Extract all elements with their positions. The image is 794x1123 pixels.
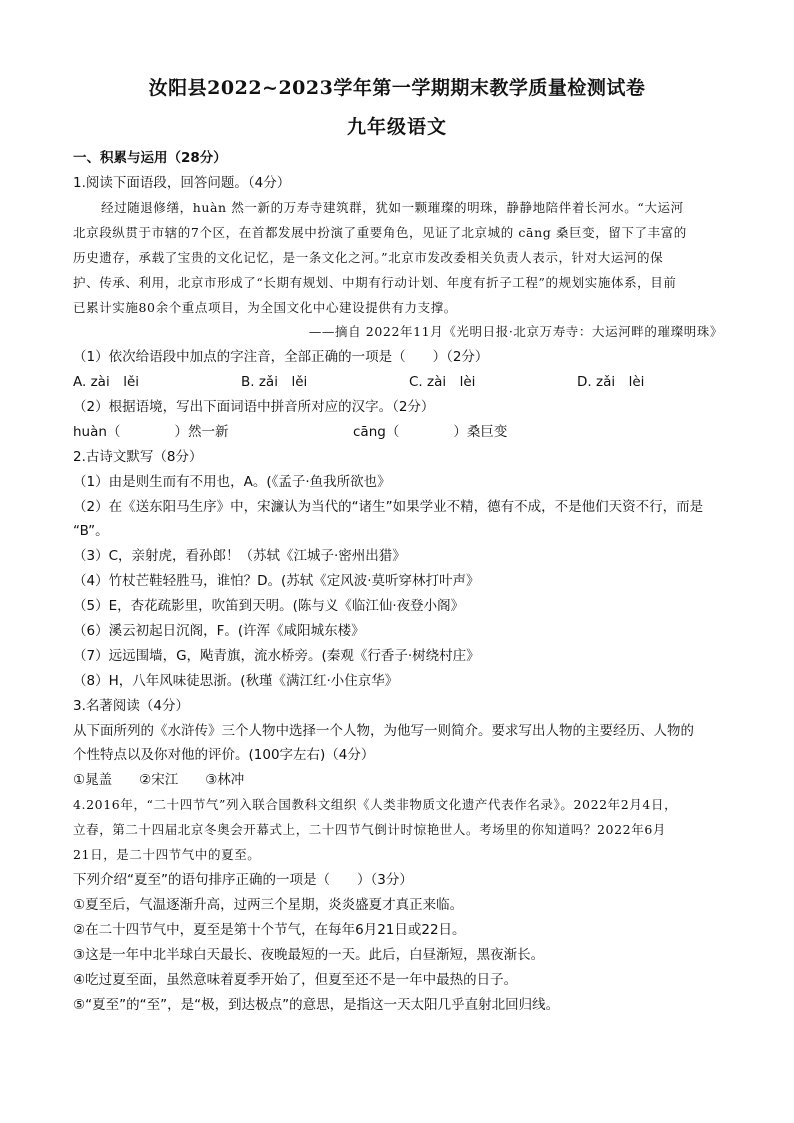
q2-item: “B”。 [73, 523, 109, 539]
q2-item: （8）H，八年风味徒思浙。(秋瑾《满江红·小住京华》 [73, 673, 399, 689]
blank-cang: cāng（ ）桑巨变 [353, 424, 508, 440]
q3-choices: ①晁盖 ②宋江 ③林冲 [73, 772, 245, 788]
q1-passage-line: 北京段纵贯于市辖的7个区，在首都发展中扮演了重要角色，见证了北京城的 cāng 桑巨变，留下了丰富的 [73, 225, 687, 240]
q2-stem: 2.古诗文默写（8分） [73, 449, 203, 465]
q3-body-line: 个性特点以及你对他的评价。(100字左右)（4分） [73, 747, 375, 763]
q3-stem: 3.名著阅读（4分） [73, 698, 189, 714]
q4-intro-line: 4.2016年，“二十四节气”列入联合国教科文组织《人类非物质文化遗产代表作名录》。2022年2月4日， [73, 797, 678, 812]
section-heading: 一、积累与运用（28分） [73, 150, 227, 166]
option-b: B. zǎi lěi [241, 374, 308, 390]
q4-sentence: ②在二十四节气中，夏至是第十个节气，在每年6月21日或22日。 [73, 922, 466, 938]
q1-options [73, 372, 723, 392]
q4-sentence: ⑤“夏至”的“至”，是“极，到达极点”的意思，是指这一天太阳几乎直射北回归线。 [73, 997, 560, 1013]
q2-item: （4）竹杖芒鞋轻胜马，谁怕？D。(苏轼《定风波·莫听穿林打叶声》 [73, 573, 480, 589]
q1-stem: 1.阅读下面语段，回答问题。（4分） [73, 175, 291, 191]
q2-item: （3）C，亲射虎，看孙郎！（苏轼《江城子·密州出猎》 [73, 548, 406, 564]
q4-sentence: ①夏至后，气温逐渐升高，过两三个星期，炎炎盛夏才真正来临。 [73, 897, 464, 913]
exam-subtitle: 九年级语文 [346, 116, 447, 138]
q1-source: ——摘自 2022年11月《光明日报·北京万寿寺：大运河畔的璀璨明珠》 [308, 324, 723, 339]
exam-title: 汝阳县2022~2023学年第一学期期末教学质量检测试卷 [148, 77, 646, 99]
option-c: C. zài lèi [409, 374, 476, 390]
option-d: D. zǎi lèi [577, 374, 645, 390]
q2-item: （1）由是则生而有不用也，A。(《孟子·鱼我所欲也》 [73, 474, 391, 490]
q2-item: （5）E，杏花疏影里，吹笛到天明。(陈与义《临江仙·夜登小阁》 [73, 598, 465, 614]
q2-item: （7）远远围墙，G，飐青旗，流水桥旁。(秦观《行香子·树绕村庄》 [73, 648, 480, 664]
q2-item: （2）在《送东阳马生序》中，宋濂认为当代的“诸生”如果学业不精，德有不成，不是他们天资不行，而是 [73, 499, 704, 515]
q4-intro-line: 21日，是二十四节气中的夏至。 [73, 847, 261, 862]
blank-huan: huàn（ ）然一新 [73, 424, 229, 440]
q1-passage-line: 已累计实施80余个重点项目，为全国文化中心建设提供有力支撑。 [73, 300, 457, 315]
q2-item: （6）溪云初起日沉阁，F。(许浑《咸阳城东楼》 [73, 623, 365, 639]
q1-passage-line: 历史遗存，承载了宝贵的文化记忆，是一条文化之河。”北京市发改委相关负责人表示，针对大运河的保 [73, 250, 664, 265]
q4-intro-line: 立春，第二十四届北京冬奥会开幕式上，二十四节气倒计时惊艳世人。考场里的你知道吗？2022年6月 [73, 822, 666, 837]
q4-sentence: ③这是一年中北半球白天最长、夜晚最短的一天。此后，白昼渐短，黑夜渐长。 [73, 947, 545, 963]
q1-blanks [73, 422, 723, 442]
q4-sentence: ④吃过夏至面，虽然意味着夏季开始了，但夏至还不是一年中最热的日子。 [73, 972, 518, 988]
q1-sub1: （1）依次给语段中加点的字注音，全部正确的一项是（ ）（2分） [73, 349, 489, 365]
q1-passage-line: 护、传承、利用，北京市形成了“长期有规划、中期有行动计划、年度有折子工程”的规划实施体系，目前 [73, 275, 677, 290]
q1-sub2: （2）根据语境，写出下面词语中拼音所对应的汉字。（2分） [73, 399, 435, 415]
option-a: A. zài lěi [73, 374, 139, 390]
q3-body-line: 从下面所列的《水浒传》三个人物中选择一个人物，为他写一则简介。要求写出人物的主要经历、人物的 [73, 723, 694, 739]
q1-passage-line: 经过随退修缮，huàn 然一新的万寿寺建筑群，犹如一颗璀璨的明珠，静静地陪伴着长河水。“大运河 [101, 200, 684, 215]
q4-stem: 下列介绍“夏至”的语句排序正确的一项是（ ）（3分） [73, 872, 413, 888]
